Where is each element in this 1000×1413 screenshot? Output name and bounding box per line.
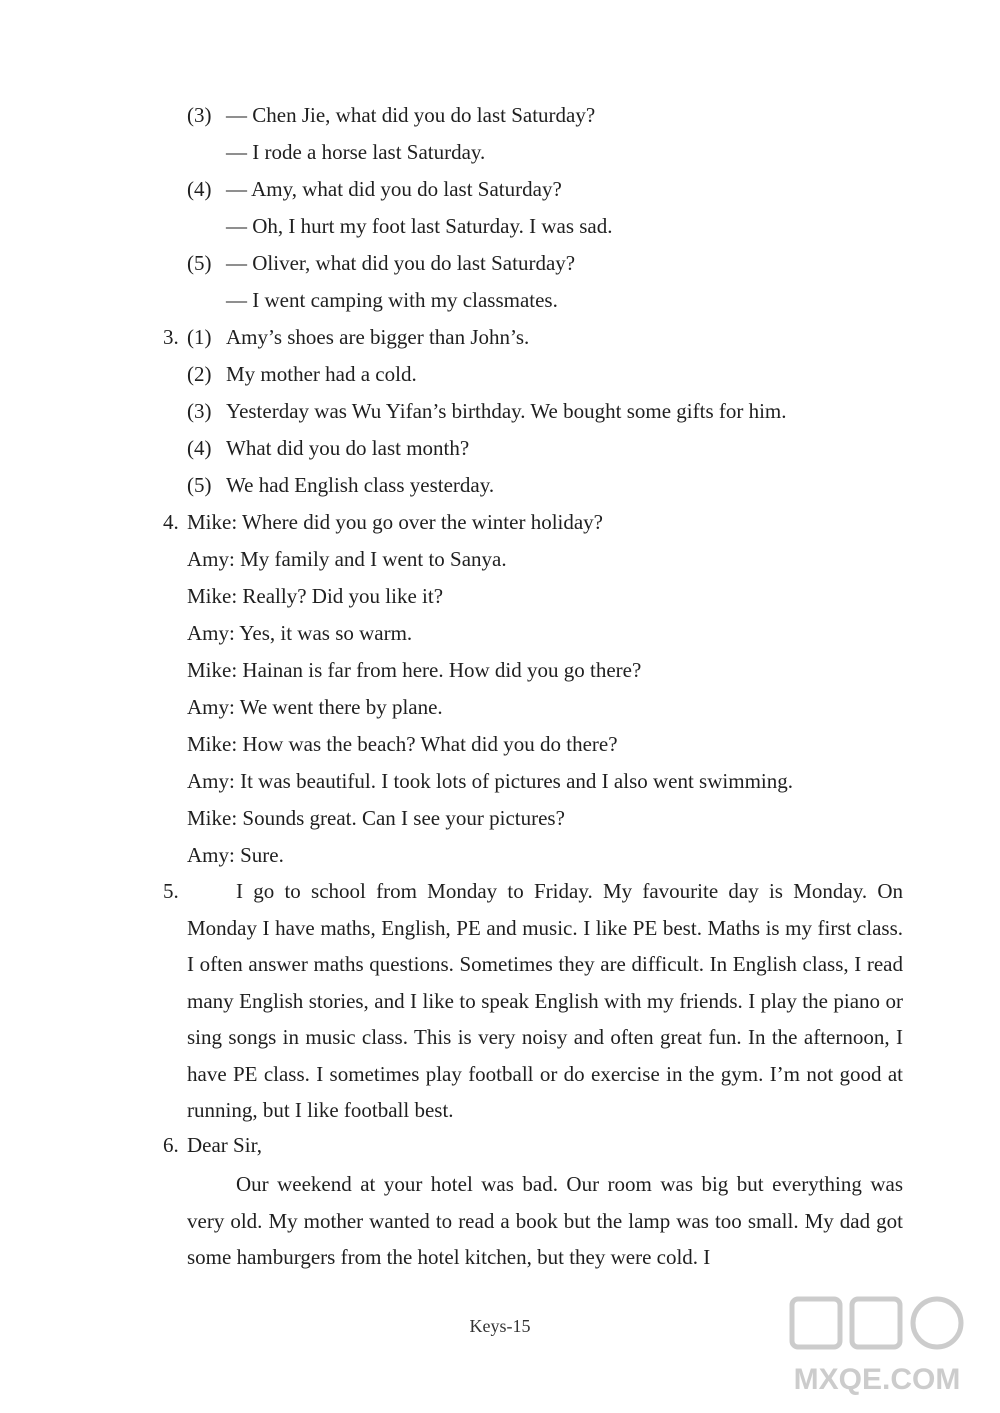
watermark-text: MXQE.COM	[793, 1363, 961, 1396]
dialogue-line: Mike: Really? Did you like it?	[187, 584, 444, 608]
item-3-1-number: (1)	[187, 325, 212, 349]
watermark-logo	[772, 1291, 982, 1401]
letter-greeting: Dear Sir,	[187, 1133, 262, 1157]
item-3-1-text: Amy’s shoes are bigger than John’s.	[226, 325, 530, 349]
item-2-5-answer: — I went camping with my classmates.	[226, 288, 558, 312]
dialogue-line: Amy: Sure.	[187, 843, 284, 867]
item-3-4-text: What did you do last month?	[226, 436, 470, 460]
item-3-3-number: (3)	[187, 399, 212, 423]
page-number: Keys-15	[469, 1316, 531, 1336]
dialogue-line: Amy: It was beautiful. I took lots of pictures and I also went swimming.	[187, 769, 793, 793]
item-3-2-text: My mother had a cold.	[226, 362, 417, 386]
item-3-3-text: Yesterday was Wu Yifan’s birthday. We bought some gifts for him.	[226, 399, 787, 423]
letter-body: Our weekend at your hotel was bad. Our room was big but everything was very old. My mother wanted to read a book but the lamp was too small. My dad got some hamburgers from the hotel kitchen, but they were cold. I	[187, 1172, 903, 1269]
section-3-number: 3.	[163, 325, 179, 349]
dialogue-line: Mike: How was the beach? What did you do there?	[187, 732, 618, 756]
item-2-4-answer: — Oh, I hurt my foot last Saturday. I was sad.	[226, 214, 613, 238]
item-2-4-question: — Amy, what did you do last Saturday?	[226, 177, 562, 201]
dialogue-line: Amy: We went there by plane.	[187, 695, 443, 719]
section-6-number: 6.	[163, 1133, 179, 1157]
item-2-4-number: (4)	[187, 177, 212, 201]
dialogue-line: Mike: Where did you go over the winter holiday?	[187, 510, 604, 534]
section-5-paragraph: I go to school from Monday to Friday. My favourite day is Monday. On Monday I have maths, English, PE and music. I like PE best. Maths is my first class. I often answer maths questions. Sometimes they are difficult. In English class, I read many English stories, and I like to speak English with my friends. I play the piano or sing songs in music class. This is very noisy and often great fun. In the afternoon, I have PE class. I sometimes play football or do exercise in the gym. I’m not good at running, but I like football best.	[187, 879, 903, 1122]
item-3-4-number: (4)	[187, 436, 212, 460]
item-3-5-text: We had English class yesterday.	[226, 473, 495, 497]
section-4-number: 4.	[163, 510, 179, 534]
item-3-2-number: (2)	[187, 362, 212, 386]
item-2-5-number: (5)	[187, 251, 212, 275]
item-2-3-number: (3)	[187, 103, 212, 127]
item-3-5-number: (5)	[187, 473, 212, 497]
dialogue-line: Mike: Hainan is far from here. How did you go there?	[187, 658, 642, 682]
item-2-3-question: — Chen Jie, what did you do last Saturday?	[226, 103, 596, 127]
dialogue-line: Mike: Sounds great. Can I see your pictures?	[187, 806, 565, 830]
dialogue-line: Amy: Yes, it was so warm.	[187, 621, 413, 645]
item-2-3-answer: — I rode a horse last Saturday.	[226, 140, 486, 164]
item-2-5-question: — Oliver, what did you do last Saturday?	[226, 251, 576, 275]
section-5-number: 5.	[163, 879, 179, 903]
dialogue-line: Amy: My family and I went to Sanya.	[187, 547, 507, 571]
